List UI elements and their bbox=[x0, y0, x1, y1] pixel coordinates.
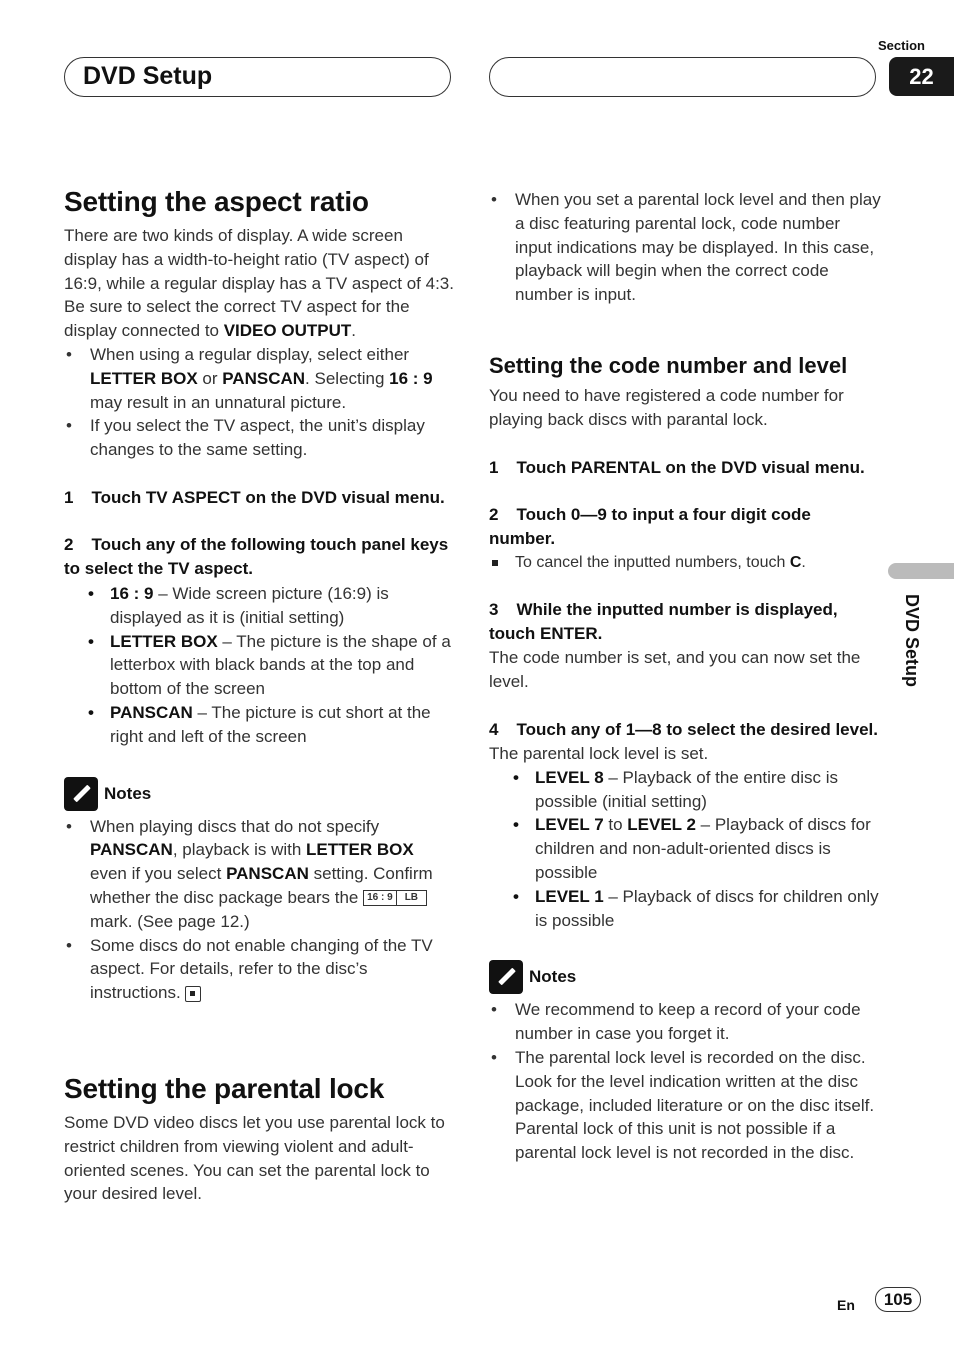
notes-label: Notes bbox=[529, 967, 577, 987]
section-number: 22 bbox=[889, 57, 954, 96]
code-notes bbox=[489, 998, 881, 1165]
code-step-3-text: The code number is set, and you can now set the level. bbox=[489, 648, 861, 692]
list-item: • Some discs do not enable changing of the TV aspect. For details, refer to the disc’s instructions. bbox=[64, 934, 454, 1005]
section-label: Section bbox=[878, 38, 925, 53]
side-label: DVD Setup bbox=[902, 594, 922, 688]
notes-pencil-icon bbox=[489, 960, 523, 994]
list-item: • 16 : 9 – Wide screen picture (16:9) is displayed as it is (initial setting) bbox=[64, 582, 454, 630]
list-item: • LEVEL 1 – Playback of discs for children only is possible bbox=[489, 885, 881, 933]
code-levels bbox=[489, 766, 881, 933]
list-item: To cancel the inputted numbers, touch C. bbox=[489, 551, 881, 575]
list-item: • LEVEL 7 to LEVEL 2 – Playback of discs for children and non-adult-oriented discs is possible bbox=[489, 813, 881, 884]
aspect-options bbox=[64, 582, 454, 749]
notes-pencil-icon bbox=[64, 777, 98, 811]
code-heading: Setting the code number and level bbox=[489, 352, 848, 378]
header-title: DVD Setup bbox=[83, 62, 213, 90]
aspect-step-1: 1 Touch TV ASPECT on the DVD visual menu. bbox=[64, 487, 445, 507]
code-step-3: 3 While the inputted number is displayed, touch ENTER. bbox=[489, 600, 838, 644]
aspect-intro: There are two kinds of display. A wide screen display has a width-to-height ratio (TV aspect) of 16:9, while a regular display has a TV aspect of 4:3. Be sure to select the correct TV aspect for the display connected to VIDEO OUTPUT. bbox=[64, 226, 454, 341]
code-step-2: 2 Touch 0—9 to input a four digit code number. bbox=[489, 504, 811, 548]
code-step-2-notes bbox=[489, 551, 881, 575]
aspect-bullets bbox=[64, 343, 454, 462]
parental-intro: Some DVD video discs let you use parental lock to restrict children from viewing violent and adult-oriented scenes. You can set the parental lock to your desired level. bbox=[64, 1112, 445, 1204]
end-mark-icon bbox=[185, 986, 201, 1002]
list-item: • When you set a parental lock level and then play a disc featuring parental lock, code number input indications may be displayed. In this case, playback will begin when the correct code number is input. bbox=[489, 188, 881, 307]
code-step-4-text: The parental lock level is set. bbox=[489, 743, 709, 763]
list-item: • PANSCAN – The picture is cut short at the right and left of the screen bbox=[64, 701, 454, 749]
parental-bullets bbox=[489, 188, 881, 307]
left-column bbox=[64, 186, 454, 1206]
list-item: • LETTER BOX – The picture is the shape of a letterbox with black bands at the top and bottom of the screen bbox=[64, 630, 454, 701]
aspect-notes-header bbox=[64, 777, 454, 811]
page-number: 105 bbox=[875, 1287, 921, 1312]
side-tab bbox=[888, 563, 954, 579]
list-item: • If you select the TV aspect, the unit’s display changes to the same setting. bbox=[64, 414, 454, 462]
aspect-step-2: 2 Touch any of the following touch panel keys to select the TV aspect. bbox=[64, 534, 449, 578]
aspect-notes bbox=[64, 815, 454, 1005]
header-blank-pill bbox=[489, 57, 876, 97]
notes-label: Notes bbox=[104, 783, 152, 803]
code-notes-header bbox=[489, 960, 881, 994]
aspect-mark-icon: 16 : 9 LB bbox=[363, 890, 427, 906]
right-column bbox=[489, 188, 881, 1165]
code-intro: You need to have registered a code number for playing back discs with parantal lock. bbox=[489, 385, 844, 429]
list-item: • When using a regular display, select either LETTER BOX or PANSCAN. Selecting 16 : 9 may result in an unnatural picture. bbox=[64, 343, 454, 414]
list-item: • When playing discs that do not specify PANSCAN, playback is with LETTER BOX even if you select PANSCAN setting. Confirm whether the disc package bears the 16 : 9 LB mark. (See page 12.) bbox=[64, 815, 454, 934]
list-item: • We recommend to keep a record of your code number in case you forget it. bbox=[489, 998, 881, 1046]
list-item: • The parental lock level is recorded on the disc. Look for the level indication written at the disc package, included literature or on the disc itself. Parental lock of this unit is not possible if a parental lock level is not recorded in the disc. bbox=[489, 1046, 881, 1165]
aspect-heading: Setting the aspect ratio bbox=[64, 186, 369, 217]
footer-lang: En bbox=[837, 1297, 855, 1313]
code-step-4: 4 Touch any of 1—8 to select the desired level. bbox=[489, 719, 878, 739]
code-step-1: 1 Touch PARENTAL on the DVD visual menu. bbox=[489, 457, 865, 477]
header-title-pill bbox=[64, 57, 451, 97]
list-item: • LEVEL 8 – Playback of the entire disc is possible (initial setting) bbox=[489, 766, 881, 814]
parental-heading: Setting the parental lock bbox=[64, 1072, 385, 1104]
